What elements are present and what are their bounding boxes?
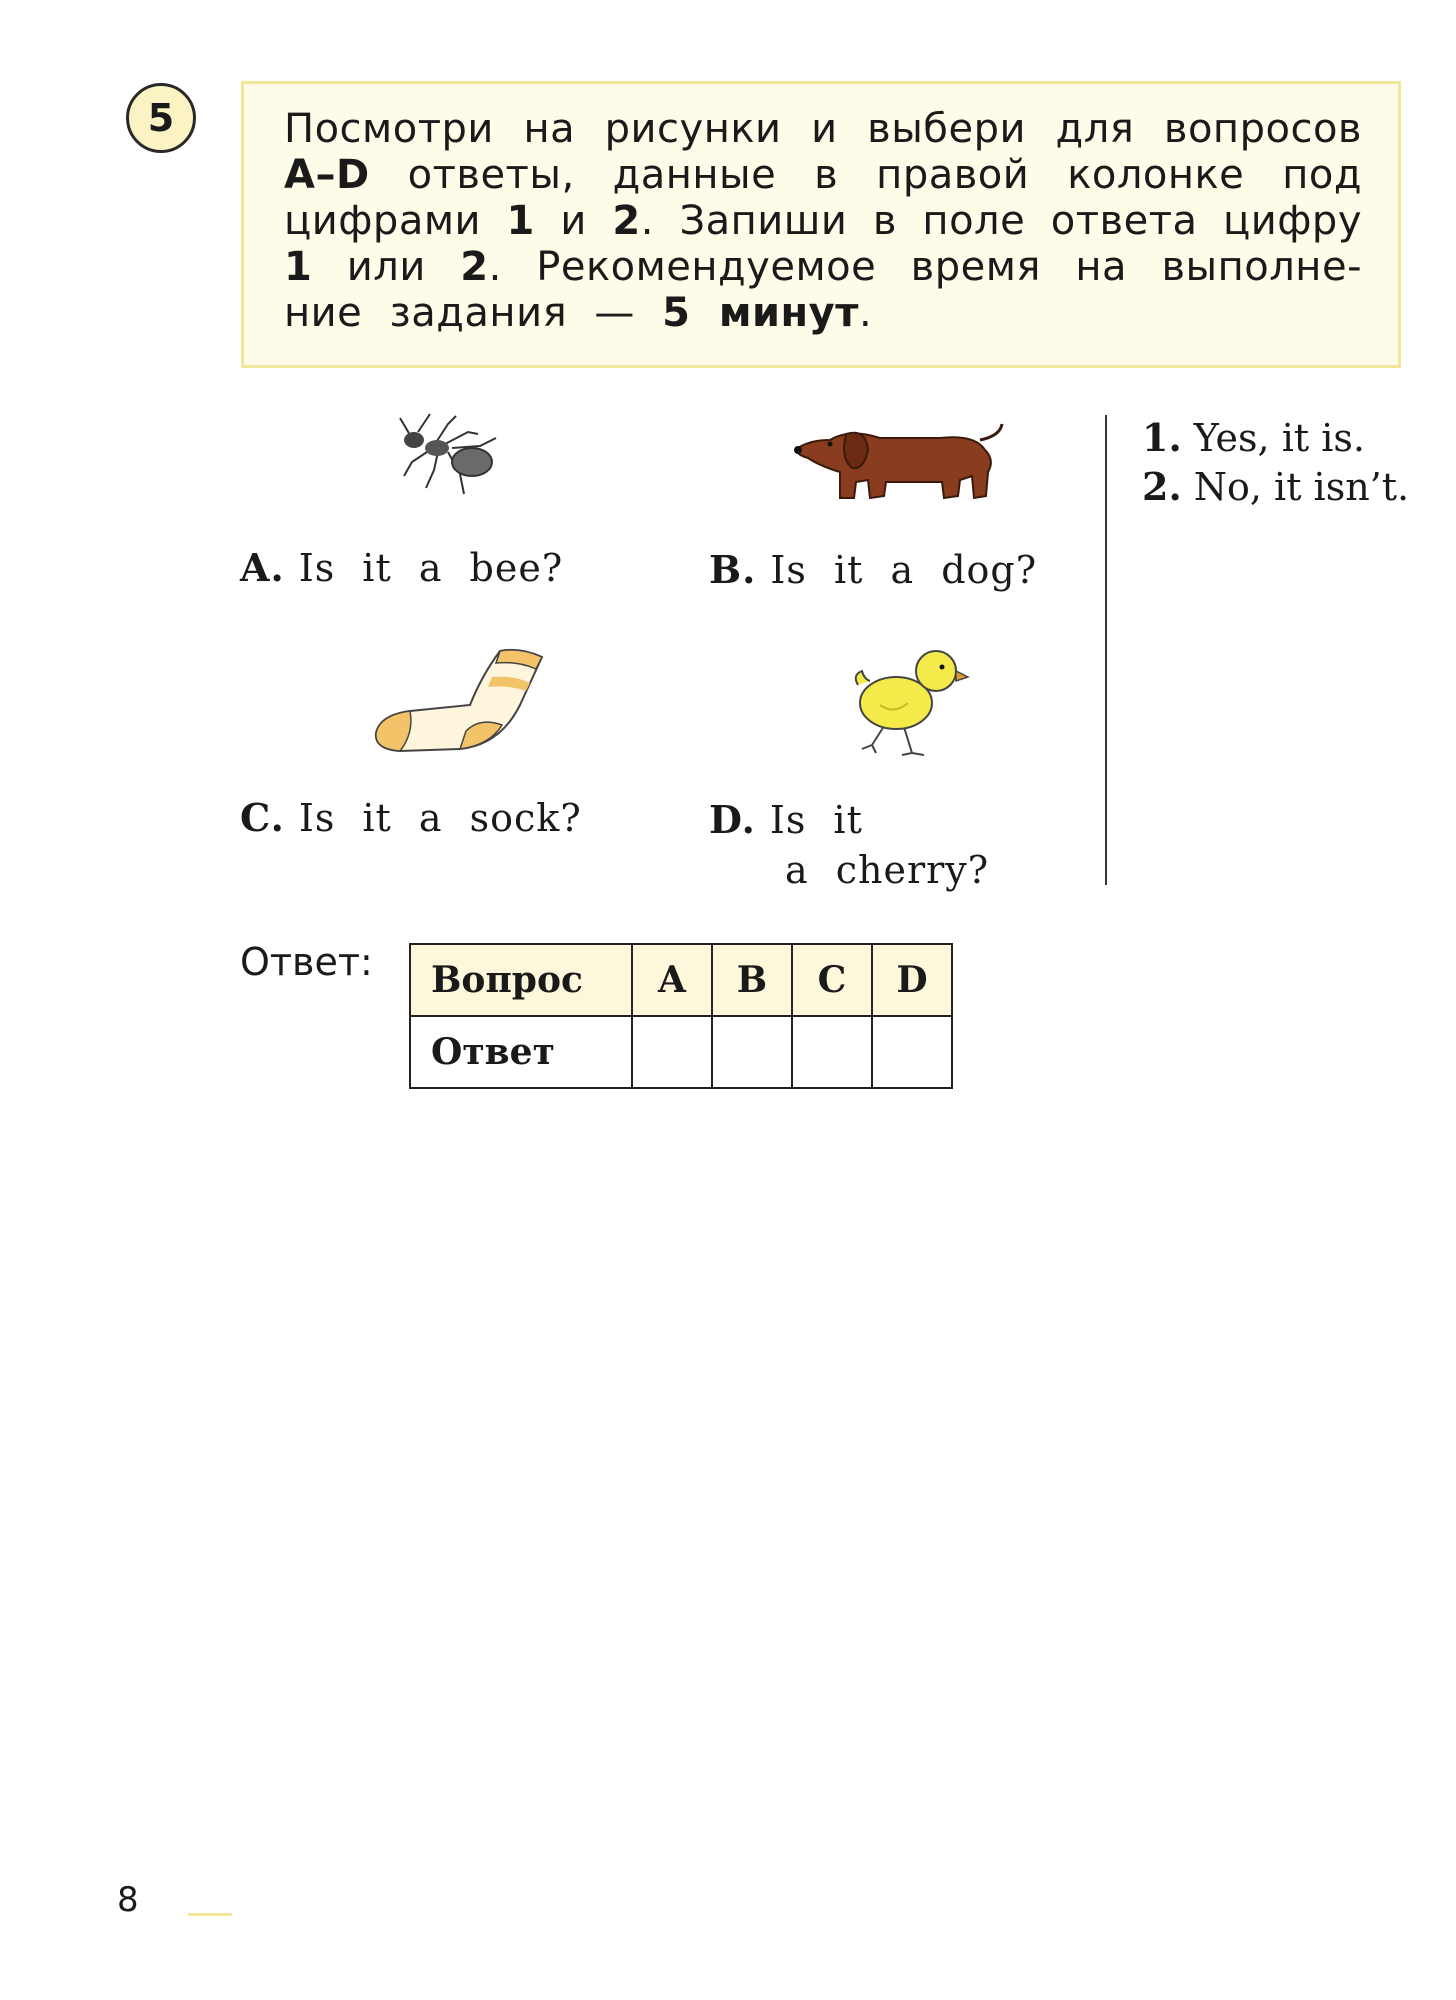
table-column-header: C [792, 944, 872, 1016]
option-text: Yes, it is. [1193, 416, 1365, 460]
table-row-header: Вопрос [410, 944, 632, 1016]
instruction-line-4 [284, 244, 1362, 290]
instruction-bold: 2 [612, 198, 641, 244]
table-row [410, 944, 952, 1016]
answer-label: Ответ: [240, 940, 373, 984]
option-text: No, it isn’t. [1193, 465, 1410, 509]
answer-cell-c[interactable] [792, 1016, 872, 1088]
question-letter: C. [240, 795, 285, 840]
instruction-text: ответы, данные в правой колонке под [369, 152, 1362, 198]
question-letter: B. [709, 547, 757, 592]
ant-icon [390, 410, 510, 510]
table-row-header: Ответ [410, 1016, 632, 1088]
question-letter: D. [709, 797, 756, 842]
task-number: 5 [147, 96, 175, 140]
answer-cell-b[interactable] [712, 1016, 792, 1088]
table-column-header: D [872, 944, 952, 1016]
answer-cell-d[interactable] [872, 1016, 952, 1088]
question-c [240, 795, 582, 840]
question-b [709, 547, 1037, 592]
instruction-line-3 [284, 198, 1362, 244]
instruction-text: . [858, 290, 873, 336]
question-d [709, 797, 863, 842]
task-number-badge [126, 83, 196, 153]
instruction-line-5 [284, 290, 1362, 336]
answer-table [409, 943, 953, 1089]
instruction-text: . Рекомендуемое время на выполне- [488, 244, 1362, 290]
instruction-text: цифрами [284, 198, 507, 244]
instruction-text: или [312, 244, 461, 290]
question-letter: A. [240, 545, 285, 590]
column-divider [1105, 415, 1107, 885]
instruction-text: и [534, 198, 613, 244]
question-a [240, 545, 563, 590]
sock-icon [370, 645, 555, 755]
instruction-bold: 5 минут [662, 290, 859, 336]
table-column-header: B [712, 944, 792, 1016]
question-text: Is it [769, 798, 863, 842]
chick-icon [850, 645, 970, 765]
question-text: Is it a sock? [298, 796, 582, 840]
option-2 [1142, 464, 1409, 509]
table-column-header: A [632, 944, 712, 1016]
instruction-bold: A–D [284, 152, 370, 198]
question-text: a cherry? [785, 848, 990, 892]
question-text: Is it a bee? [298, 546, 564, 590]
page-number: 8 [117, 1880, 139, 1920]
instruction-bold: 1 [506, 198, 535, 244]
dog-icon [790, 410, 1005, 510]
instruction-line-2 [284, 152, 1362, 198]
option-number: 2. [1142, 464, 1182, 509]
question-text: Is it a dog? [770, 548, 1038, 592]
question-d-line-2 [785, 848, 989, 892]
option-1 [1142, 415, 1365, 460]
instruction-box [241, 81, 1401, 368]
instruction-text: . Запиши в поле ответа цифру [640, 198, 1362, 244]
instruction-text: ние задания — [284, 290, 663, 336]
table-row [410, 1016, 952, 1088]
answer-cell-a[interactable] [632, 1016, 712, 1088]
instruction-bold: 1 [284, 244, 313, 290]
instruction-line-1: Посмотри на рисунки и выбери для вопросов [284, 106, 1362, 152]
option-number: 1. [1142, 415, 1182, 460]
instruction-bold: 2 [460, 244, 489, 290]
page-number-rule [188, 1913, 232, 1916]
